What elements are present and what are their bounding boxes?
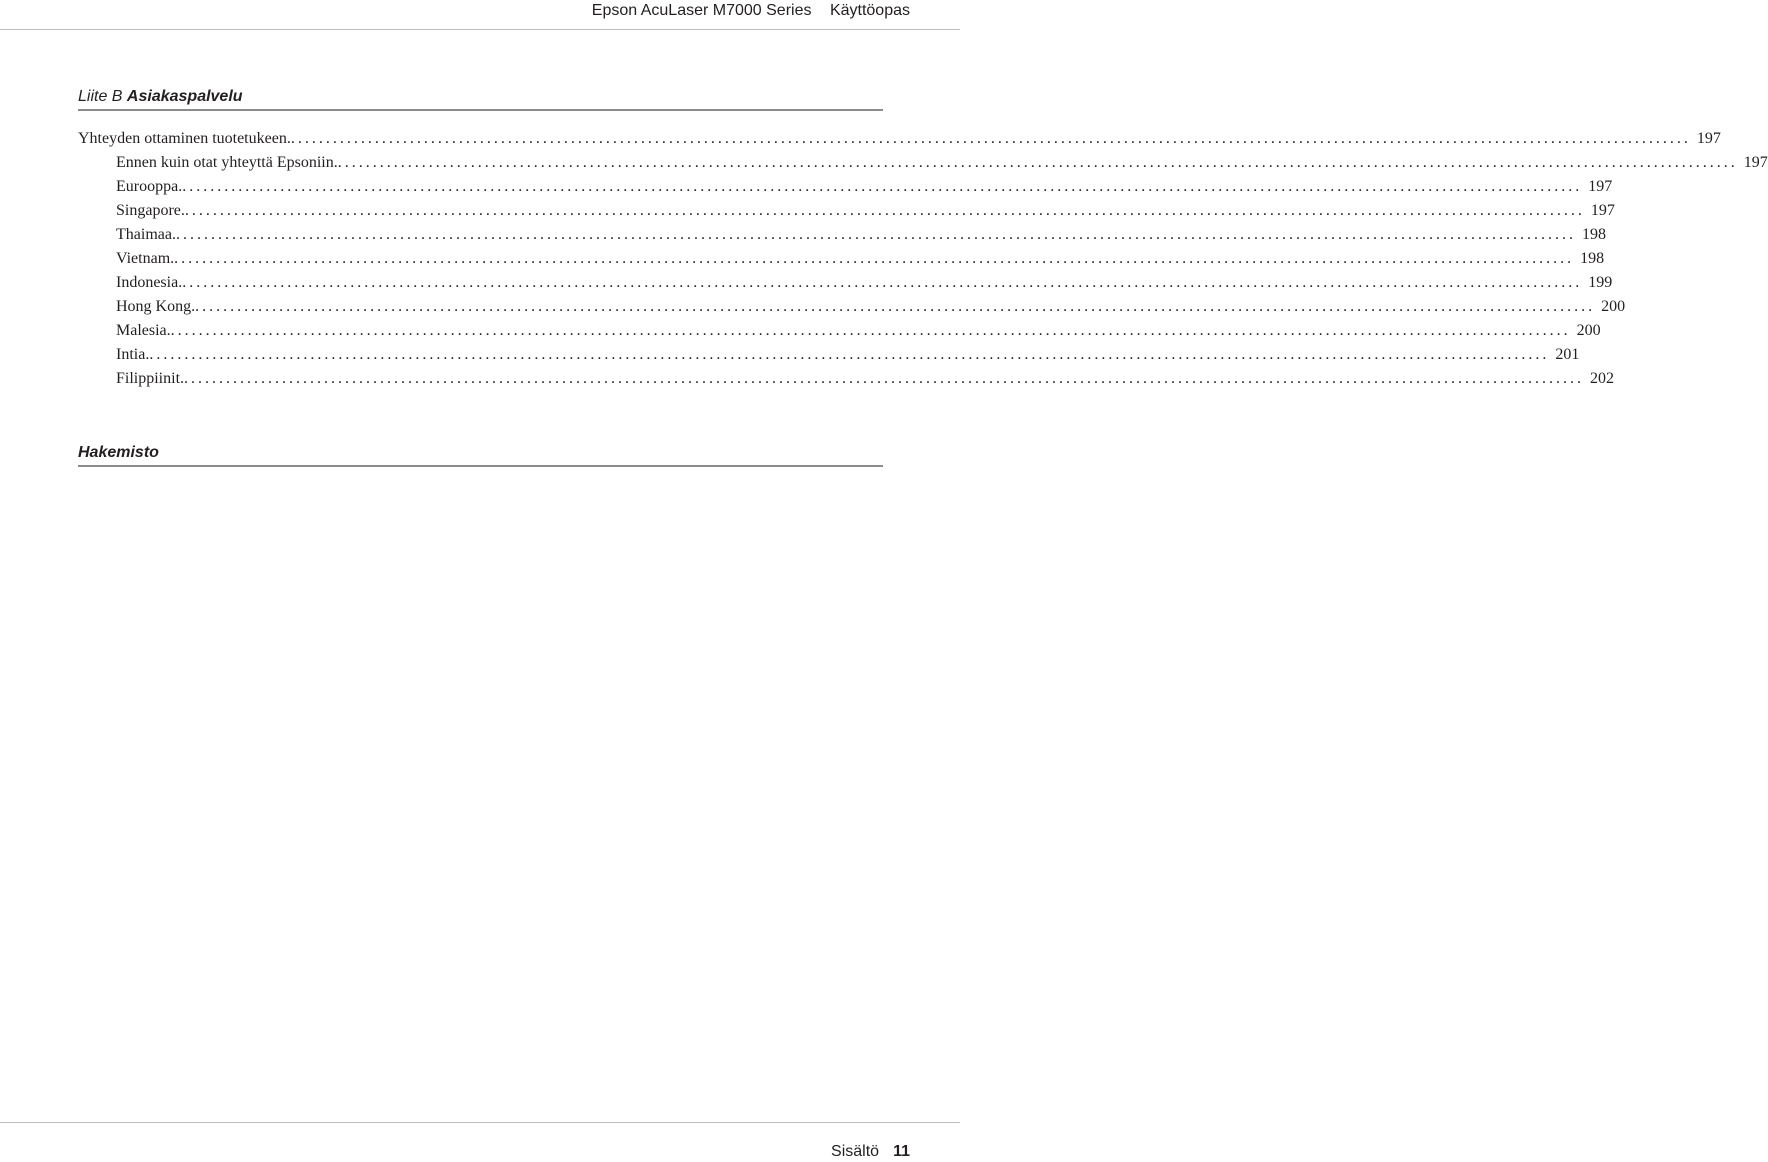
appendix-title: Asiakaspalvelu bbox=[126, 88, 243, 105]
toc-entry[interactable] bbox=[116, 223, 1606, 247]
dot-leader: ........................................................................................................................................................................................................ bbox=[184, 202, 1585, 219]
toc-entry-label: Malesia. bbox=[116, 322, 171, 339]
toc-page-number: 201 bbox=[1555, 346, 1580, 363]
toc-page-number: 197 bbox=[1588, 178, 1613, 195]
dot-leader: ........................................................................................................................................................................................................ bbox=[149, 346, 1550, 363]
toc-entry[interactable] bbox=[116, 199, 1615, 223]
toc-entry-label: Thaimaa. bbox=[116, 226, 176, 243]
toc-entry[interactable] bbox=[116, 247, 1605, 271]
dot-leader: ........................................................................................................................................................................................................ bbox=[174, 250, 1575, 267]
dot-leader: ........................................................................................................................................................................................................ bbox=[170, 322, 1571, 339]
toc-entry[interactable] bbox=[116, 343, 1580, 367]
toc-page-number: 200 bbox=[1576, 322, 1601, 339]
footer-section-label: Sisältö bbox=[831, 1143, 880, 1160]
appendix-prefix: Liite B bbox=[78, 88, 123, 105]
toc-entry-label: Indonesia. bbox=[116, 274, 183, 291]
toc-entry[interactable] bbox=[116, 319, 1601, 343]
toc-page-number: 198 bbox=[1580, 250, 1605, 267]
toc-entry-label: Vietnam. bbox=[116, 250, 175, 267]
toc-entry-label: Eurooppa. bbox=[116, 178, 183, 195]
toc-entry[interactable] bbox=[116, 151, 1768, 175]
toc-page-number: 202 bbox=[1590, 370, 1615, 387]
dot-leader: ........................................................................................................................................................................................................ bbox=[337, 154, 1738, 171]
document-title: Käyttöopas bbox=[829, 2, 910, 19]
toc-entry[interactable] bbox=[116, 271, 1613, 295]
toc-entry-label: Singapore. bbox=[116, 202, 185, 219]
dot-leader: ........................................................................................................................................................................................................ bbox=[182, 274, 1583, 291]
dot-leader: ........................................................................................................................................................................................................ bbox=[195, 298, 1596, 315]
index-heading-label: Hakemisto bbox=[78, 444, 159, 461]
footer-divider bbox=[0, 1122, 960, 1123]
toc-page-number: 198 bbox=[1581, 226, 1606, 243]
toc-page-number: 197 bbox=[1696, 130, 1721, 147]
toc-entry[interactable] bbox=[116, 175, 1613, 199]
toc-entry-label: Filippiinit. bbox=[116, 370, 185, 387]
toc-page-number: 197 bbox=[1743, 154, 1768, 171]
toc-page-number: 199 bbox=[1588, 274, 1613, 291]
toc-entry-label: Intia. bbox=[116, 346, 150, 363]
toc-entry[interactable] bbox=[78, 127, 1721, 151]
dot-leader: ........................................................................................................................................................................................................ bbox=[290, 130, 1691, 147]
toc-page-number: 197 bbox=[1590, 202, 1615, 219]
dot-leader: ........................................................................................................................................................................................................ bbox=[175, 226, 1576, 243]
toc-page-number: 200 bbox=[1601, 298, 1626, 315]
product-name: Epson AcuLaser M7000 Series bbox=[591, 2, 812, 19]
toc-entry[interactable] bbox=[116, 295, 1626, 319]
running-header bbox=[578, 0, 910, 22]
toc-entry-label: Ennen kuin otat yhteyttä Epsoniin. bbox=[116, 154, 338, 171]
toc-entry[interactable] bbox=[116, 367, 1615, 391]
toc-entry-label: Yhteyden ottaminen tuotetukeen. bbox=[78, 130, 291, 147]
appendix-heading[interactable] bbox=[78, 87, 883, 111]
running-footer bbox=[831, 1142, 910, 1162]
dot-leader: ........................................................................................................................................................................................................ bbox=[184, 370, 1585, 387]
page-number: 11 bbox=[893, 1143, 910, 1160]
header-divider bbox=[0, 29, 960, 30]
dot-leader: ........................................................................................................................................................................................................ bbox=[182, 178, 1583, 195]
toc-entry-label: Hong Kong. bbox=[116, 298, 196, 315]
index-heading[interactable] bbox=[78, 443, 883, 467]
